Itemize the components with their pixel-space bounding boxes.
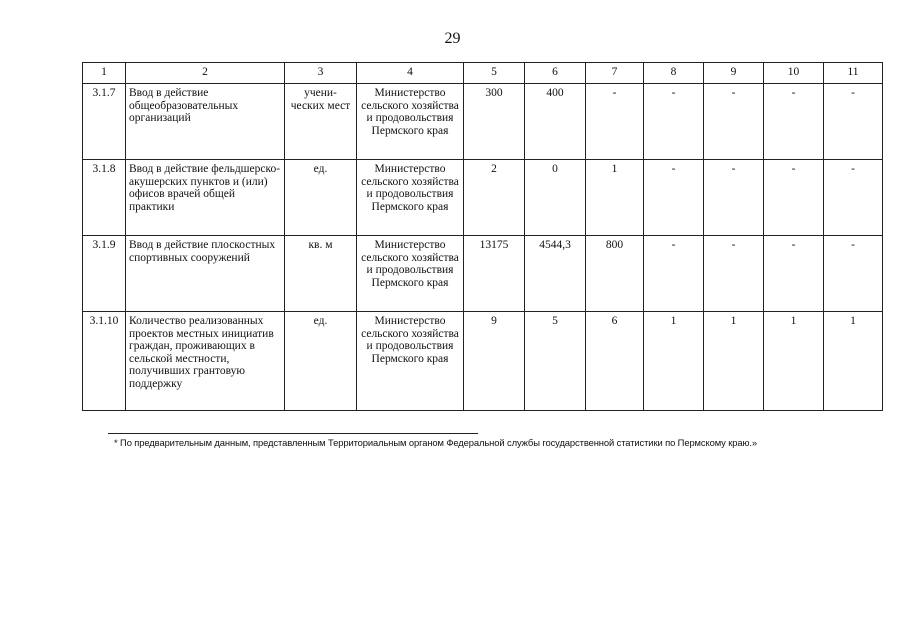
indicators-table bbox=[82, 62, 883, 411]
value-cell: 1 bbox=[586, 160, 644, 236]
value-cell: - bbox=[644, 236, 704, 312]
table-header-row bbox=[83, 63, 883, 84]
row-number: 3.1.8 bbox=[83, 160, 126, 236]
value-cell: 9 bbox=[464, 312, 525, 411]
value-cell: 1 bbox=[704, 312, 764, 411]
value-cell: 400 bbox=[525, 84, 586, 160]
header-cell: 11 bbox=[824, 63, 883, 84]
responsible-org: Министерство сельского хозяйства и продовольствия Пермского края bbox=[357, 312, 464, 411]
indicator-name: Ввод в действие общеобразовательных организаций bbox=[126, 84, 285, 160]
responsible-org: Министерство сельского хозяйства и продовольствия Пермского края bbox=[357, 160, 464, 236]
table-row bbox=[83, 160, 883, 236]
value-cell: 1 bbox=[764, 312, 824, 411]
value-cell: 800 bbox=[586, 236, 644, 312]
value-cell: 0 bbox=[525, 160, 586, 236]
value-cell: - bbox=[704, 160, 764, 236]
responsible-org: Министерство сельского хозяйства и продовольствия Пермского края bbox=[357, 84, 464, 160]
table-row bbox=[83, 312, 883, 411]
indicator-name: Ввод в действие фельдшерско-акушерских пунктов и (или) офисов врачей общей практики bbox=[126, 160, 285, 236]
header-cell: 7 bbox=[586, 63, 644, 84]
responsible-org: Министерство сельского хозяйства и продовольствия Пермского края bbox=[357, 236, 464, 312]
unit-cell: кв. м bbox=[285, 236, 357, 312]
header-cell: 4 bbox=[357, 63, 464, 84]
value-cell: 2 bbox=[464, 160, 525, 236]
value-cell: - bbox=[644, 160, 704, 236]
unit-cell: учени-ческих мест bbox=[285, 84, 357, 160]
value-cell: - bbox=[586, 84, 644, 160]
header-cell: 10 bbox=[764, 63, 824, 84]
value-cell: - bbox=[764, 84, 824, 160]
header-cell: 2 bbox=[126, 63, 285, 84]
header-cell: 8 bbox=[644, 63, 704, 84]
table-row bbox=[83, 84, 883, 160]
unit-cell: ед. bbox=[285, 160, 357, 236]
value-cell: 5 bbox=[525, 312, 586, 411]
page-number: 29 bbox=[444, 30, 461, 47]
table-row bbox=[83, 236, 883, 312]
value-cell: 1 bbox=[824, 312, 883, 411]
value-cell: - bbox=[824, 160, 883, 236]
value-cell: - bbox=[764, 160, 824, 236]
unit-cell: ед. bbox=[285, 312, 357, 411]
row-number: 3.1.9 bbox=[83, 236, 126, 312]
header-cell: 6 bbox=[525, 63, 586, 84]
value-cell: - bbox=[824, 84, 883, 160]
value-cell: - bbox=[704, 236, 764, 312]
footnote-divider bbox=[108, 433, 478, 434]
indicator-name: Ввод в действие плоскостных спортивных сооружений bbox=[126, 236, 285, 312]
value-cell: - bbox=[704, 84, 764, 160]
header-cell: 5 bbox=[464, 63, 525, 84]
footnote: * По предварительным данным, представленным Территориальным органом Федеральной службы государственной статистики по Пермскому краю.» bbox=[114, 437, 758, 448]
header-cell: 3 bbox=[285, 63, 357, 84]
value-cell: - bbox=[764, 236, 824, 312]
value-cell: 6 bbox=[586, 312, 644, 411]
value-cell: 13175 bbox=[464, 236, 525, 312]
header-cell: 1 bbox=[83, 63, 126, 84]
value-cell: 300 bbox=[464, 84, 525, 160]
value-cell: - bbox=[644, 84, 704, 160]
value-cell: - bbox=[824, 236, 883, 312]
row-number: 3.1.7 bbox=[83, 84, 126, 160]
header-cell: 9 bbox=[704, 63, 764, 84]
row-number: 3.1.10 bbox=[83, 312, 126, 411]
value-cell: 4544,3 bbox=[525, 236, 586, 312]
value-cell: 1 bbox=[644, 312, 704, 411]
indicator-name: Количество реализованных проектов местных инициатив граждан, проживающих в сельской местности, получивших грантовую поддержку bbox=[126, 312, 285, 411]
